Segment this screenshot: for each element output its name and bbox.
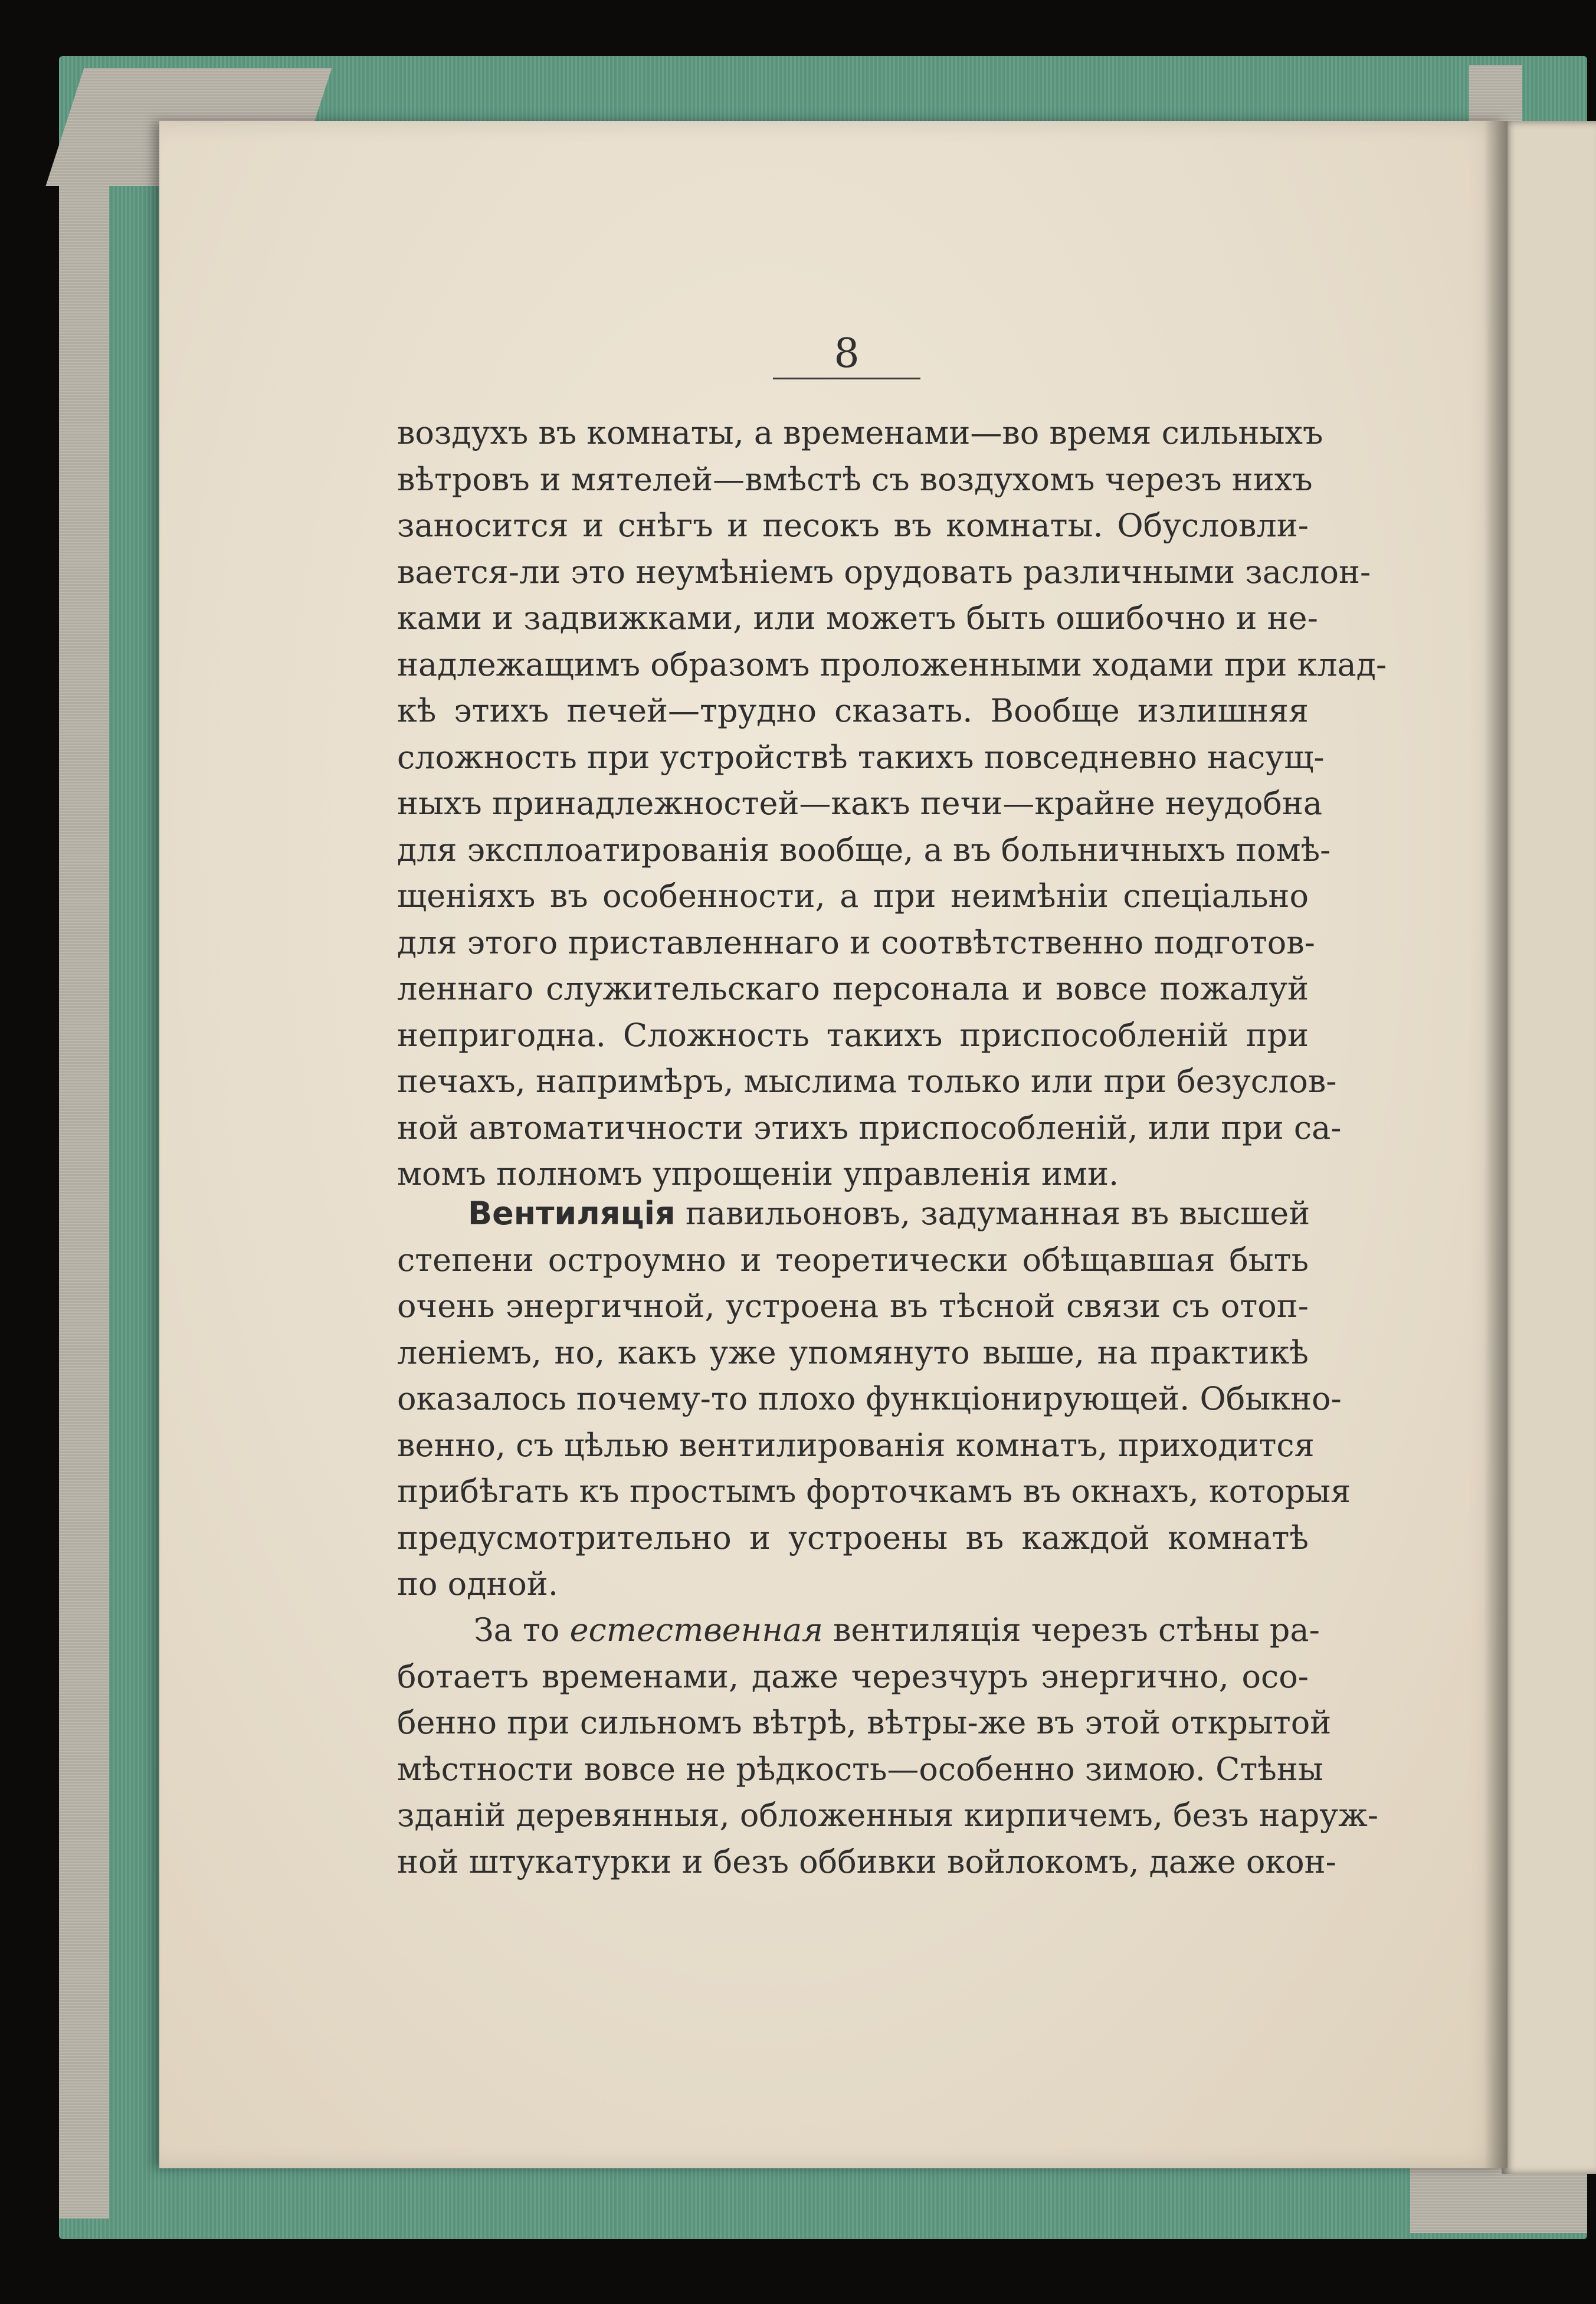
- text-line: [397, 1191, 1309, 1237]
- text-line: зданій деревянныя, обложенныя кирпичемъ, безъ наруж-: [397, 1797, 1379, 1834]
- text-line: вается-ли это неумѣніемъ орудовать различными заслон-: [397, 553, 1371, 591]
- text-line: венно, съ цѣлью вентилированія комнатъ, приходится: [397, 1426, 1315, 1464]
- text-line: ной штукатурки и безъ оббивки войлокомъ, даже окон-: [397, 1843, 1336, 1880]
- page-number-rule: [773, 378, 920, 379]
- text-line: оказалось почему-то плохо функціонирующей. Обыкно-: [397, 1380, 1342, 1417]
- text-line: прибѣгать къ простымъ форточкамъ въ окнахъ, которыя: [397, 1473, 1351, 1510]
- text-line: момъ полномъ упрощеніи управленія ими.: [397, 1155, 1119, 1192]
- text-line: ныхъ принадлежностей—какъ печи—крайне неудобна: [397, 785, 1323, 822]
- text-line: ной автоматичности этихъ приспособленій, или при са-: [397, 1109, 1342, 1146]
- text-line: по одной.: [397, 1565, 559, 1602]
- section-heading: Вентиляція: [468, 1195, 676, 1232]
- paragraph-1: [397, 410, 1387, 1198]
- text-line: леннаго служительскаго персонала и вовсе пожалуй: [397, 970, 1309, 1007]
- text-line: предусмотрительно и устроены въ каждой комнатѣ: [397, 1519, 1309, 1556]
- text-fragment: За то: [474, 1611, 570, 1648]
- text-line: заносится и снѣгъ и песокъ въ комнаты. Обусловли-: [397, 507, 1309, 544]
- text-line: мѣстности вовсе не рѣдкость—особенно зимою. Стѣны: [397, 1750, 1323, 1788]
- facing-page-edge: [1502, 121, 1596, 2174]
- emphasized-word: естественная: [569, 1611, 823, 1648]
- text-line: ками и задвижками, или можетъ быть ошибочно и не-: [397, 599, 1318, 637]
- text-line: леніемъ, но, какъ уже упомянуто выше, на практикѣ: [397, 1333, 1309, 1371]
- text-line: бенно при сильномъ вѣтрѣ, вѣтры-же въ этой открытой: [397, 1704, 1332, 1741]
- text-fragment: павильоновъ, задуманная въ высшей: [675, 1195, 1310, 1232]
- text-line: сложность при устройствѣ такихъ повседневно насущ-: [397, 738, 1325, 776]
- text-line: кѣ этихъ печей—трудно сказать. Вообще излишняя: [397, 692, 1309, 729]
- text-line: ботаетъ временами, даже черезчуръ энергично, осо-: [397, 1657, 1309, 1695]
- text-line: непригодна. Сложность такихъ приспособленій при: [397, 1016, 1309, 1054]
- text-line: степени остроумно и теоретически обѣщавшая быть: [397, 1241, 1309, 1279]
- page-number: 8: [834, 330, 860, 377]
- paragraph-2: [397, 1191, 1351, 1608]
- text-line: для эксплоатированія вообще, а въ больничныхъ помѣ-: [397, 831, 1331, 868]
- page-gutter-shadow: [1484, 121, 1507, 2168]
- text-line: щеніяхъ въ особенности, а при неимѣніи спеціально: [397, 877, 1309, 915]
- text-fragment: вентиляція черезъ стѣны ра-: [822, 1611, 1320, 1648]
- text-line: воздухъ въ комнаты, а временами—во время сильныхъ: [397, 414, 1323, 451]
- text-line: для этого приставленнаго и соотвѣтственно подготов-: [397, 923, 1315, 961]
- text-line: [397, 1607, 1320, 1654]
- text-line: очень энергичной, устроена въ тѣсной связи съ отоп-: [397, 1287, 1309, 1325]
- cloth-spine-left: [59, 171, 109, 2218]
- text-line: надлежащимъ образомъ проложенными ходами при клад-: [397, 645, 1387, 683]
- text-line: вѣтровъ и мятелей—вмѣстѣ съ воздухомъ черезъ нихъ: [397, 460, 1313, 498]
- text-line: печахъ, напримѣръ, мыслима только или при безуслов-: [397, 1063, 1337, 1100]
- paragraph-3: [397, 1607, 1379, 1885]
